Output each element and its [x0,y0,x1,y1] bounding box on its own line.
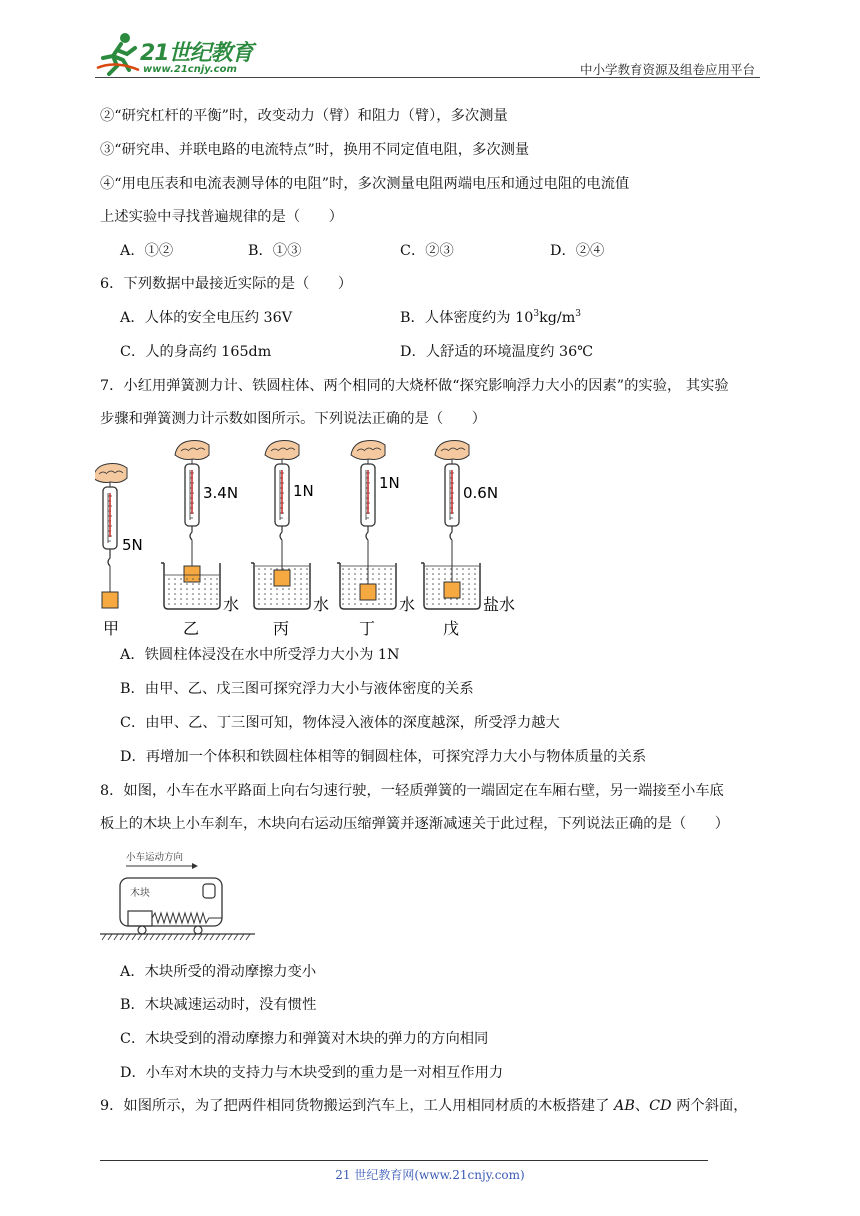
step-yi [161,441,239,639]
q5-option-b: B．①③ [248,243,302,259]
q8-option-a: A．木块所受的滑动摩擦力变小 [120,964,317,980]
q6-option-c: C．人的身高约 165dm [120,344,272,360]
label-jia: 甲 [103,619,120,638]
q8-option-d: D．小车对木块的支持力与木块受到的重力是一对相互作用力 [120,1065,504,1081]
buoyancy-experiment-figure [95,432,525,642]
page-header [95,30,760,80]
direction-arrow-icon [192,863,198,869]
reading-yi: 3.4N [203,484,239,502]
platform-name: 中小学教育资源及组卷应用平台 [579,62,755,77]
footer-text: 21 世纪教育网(www.21cnjy.com) [335,1168,525,1182]
liquid-ding: 水 [399,595,416,614]
step-wu [421,441,515,639]
liquid-bing: 水 [313,595,330,614]
q5-option-a: A．①② [120,243,174,259]
q7-stem-line1: 7．小红用弹簧测力计、铁圆柱体、两个相同的大烧杯做“探究影响浮力大小的因素”的实验， 其实验 [100,378,729,394]
q6-option-d: D．人舒适的环境温度约 36℃ [400,344,594,360]
q5-option-c: C．②③ [400,243,454,259]
footer-divider [100,1160,708,1161]
q7-option-b: B．由甲、乙、戊三图可探究浮力大小与液体密度的关系 [120,681,474,697]
logo [95,30,265,78]
reading-wu: 0.6N [463,484,499,502]
q8-stem-line1: 8．如图，小车在水平路面上向右匀速行驶，一轻质弹簧的一端固定在车厢右壁，另一端接至小车底 [100,783,724,799]
runner-logo-icon [95,30,143,76]
label-wu: 戊 [443,619,460,638]
q7-option-a: A．铁圆柱体浸没在水中所受浮力大小为 1N [120,647,400,663]
logo-url: www.21cnjy.com [143,64,237,75]
liquid-wu: 盐水 [483,595,516,614]
header-divider [95,77,760,78]
q5-item-2: ②“研究杠杆的平衡”时，改变动力（臂）和阻力（臂），多次测量 [100,108,508,124]
step-ding [337,441,415,639]
label-ding: 丁 [359,619,376,638]
label-yi: 乙 [183,619,200,638]
q5-item-4: ④“用电压表和电流表测导体的电阻”时，多次测量电阻两端电压和通过电阻的电流值 [100,176,630,192]
direction-label: 小车运动方向 [126,852,184,863]
cart-spring-figure [100,848,260,944]
q8-option-b: B．木块减速运动时，没有惯性 [120,997,317,1013]
q7-option-d: D．再增加一个体积和铁圆柱体相等的铜圆柱体，可探究浮力大小与物体质量的关系 [120,749,647,765]
block-label: 木块 [130,888,150,899]
q7-stem-line2: 步骤和弹簧测力计示数如图所示。下列说法正确的是（ ） [100,411,487,427]
label-bing: 丙 [273,619,290,638]
q5-option-d: D．②④ [550,243,605,259]
reading-bing: 1N [293,482,314,500]
step-jia [95,464,143,639]
q5-item-3: ③“研究串、并联电路的电流特点”时，换用不同定值电阻，多次测量 [100,142,530,158]
reading-ding: 1N [379,474,400,492]
step-bing [251,441,329,639]
q7-option-c: C．由甲、乙、丁三图可知，物体浸入液体的深度越深，所受浮力越大 [120,715,560,731]
q6-option-a: A．人体的安全电压约 36V [120,310,293,326]
liquid-yi: 水 [223,595,240,614]
q9-stem: 9．如图所示，为了把两件相同货物搬运到汽车上，工人用相同材质的木板搭建了 AB、CD 两个斜面， [100,1098,748,1114]
reading-jia: 5N [122,536,143,554]
q5-question: 上述实验中寻找普遍规律的是（ ） [100,209,344,225]
q8-stem-line2: 板上的木块上小车刹车，木块向右运动压缩弹簧并逐渐减速关于此过程，下列说法正确的是（ ） [100,816,730,832]
logo-text: 21世纪教育 [140,41,253,66]
q6-stem: 6．下列数据中最接近实际的是（ ） [100,276,353,292]
q6-option-b: B．人体密度约为 $10^3kg/m^3$ [400,309,581,326]
q8-option-c: C．木块受到的滑动摩擦力和弹簧对木块的弹力的方向相同 [120,1031,489,1047]
